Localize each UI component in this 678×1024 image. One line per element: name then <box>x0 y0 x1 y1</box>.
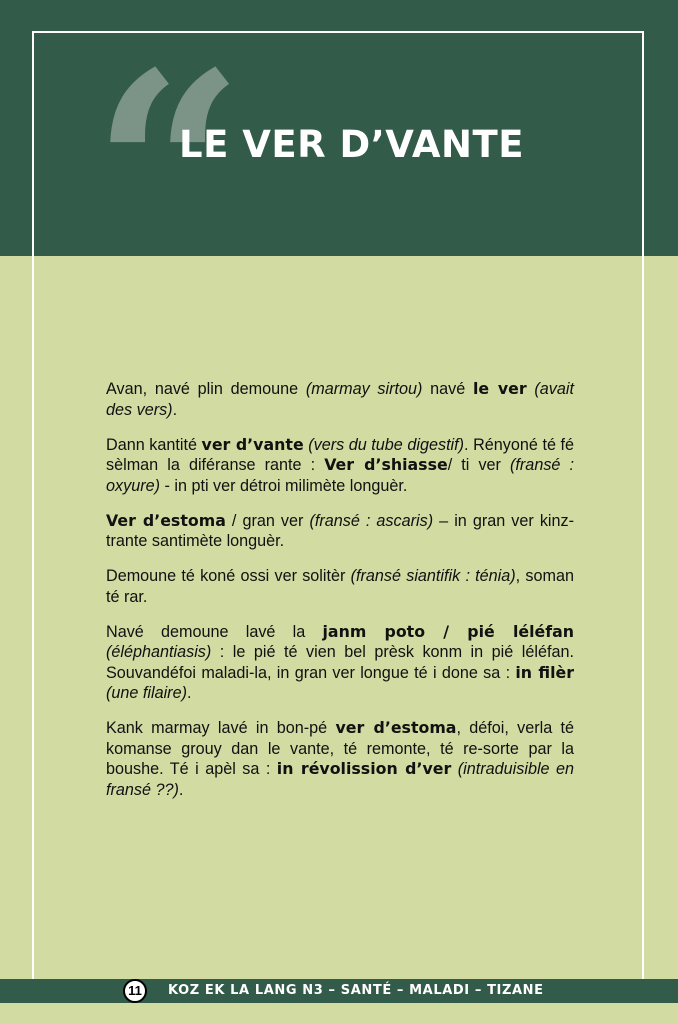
text-run-italic: (éléphantiasis) <box>106 643 212 661</box>
page-title: LE VER D’VANTE <box>179 123 525 166</box>
quote-mark-icon: “ <box>92 15 227 326</box>
text-run: Navé demoune lavé la <box>106 622 323 641</box>
text-run-bold: ver d’estoma <box>335 718 457 737</box>
text-run-bold: in révolission d’ver <box>276 759 452 778</box>
text-run-bold: le ver <box>472 379 527 398</box>
running-title: KOZ EK LA LANG N3 – SANTÉ – MALADI – TIZANE <box>168 983 544 998</box>
text-run-italic: (marmay sirtou) <box>305 380 423 398</box>
text-run-bold: janm poto / pié léléfan <box>322 621 574 641</box>
text-run: . <box>172 400 178 419</box>
text-run: - in pti ver détroi milimète longuèr. <box>159 476 408 495</box>
text-run-italic: (avait des vers) <box>106 380 574 419</box>
text-run-italic: (fransé siantifik : ténia) <box>350 567 516 585</box>
text-run: . Rényoné té fé sèlman la diféranse rante : <box>106 435 575 474</box>
text-run: . <box>178 780 184 799</box>
text-run: navé <box>422 380 473 398</box>
article-body <box>106 379 574 815</box>
text-run-italic: (une filaire) <box>106 684 187 702</box>
paragraph-4 <box>106 566 574 607</box>
text-run: Demoune té koné ossi ver solitèr <box>106 567 351 585</box>
text-run: / gran ver <box>225 511 310 530</box>
paragraph-6 <box>106 718 574 800</box>
text-run-italic: (fransé : ascaris) <box>309 511 434 530</box>
text-run: Dann kantité <box>106 435 202 454</box>
text-run: – in gran ver kinz-trante santimète longuèr. <box>106 511 574 550</box>
text-run: , soman té rar. <box>106 567 574 606</box>
text-run: . <box>186 684 192 702</box>
paragraph-3 <box>106 511 574 552</box>
text-run: Avan, navé plin demoune <box>106 380 306 398</box>
text-run: , défoi, verla té komanse grouy dan le vante, té remonte, té re-sorte par la boushe. Té i apèl sa : <box>106 719 574 778</box>
text-run: / ti ver <box>447 456 511 474</box>
paragraph-1 <box>106 379 574 420</box>
text-run-italic: (vers du tube digestif) <box>308 435 465 454</box>
paragraph-5 <box>106 622 574 704</box>
text-run-bold: Ver d’estoma <box>106 510 226 530</box>
text-run-italic: (intraduisible en fransé ??) <box>106 760 575 799</box>
text-run: : le pié té vien bel prèsk konm in pié léléfan. Souvandéfoi maladi-la, in gran ver longue té i done sa : <box>106 643 574 682</box>
text-run-italic: (fransé : oxyure) <box>106 456 574 495</box>
text-run-bold: ver d’vante <box>201 434 304 454</box>
text-run: Kank marmay lavé in bon-pé <box>106 719 336 737</box>
paragraph-2 <box>106 435 574 497</box>
page-number-badge: 11 <box>123 979 147 1003</box>
text-run-bold: in filèr <box>515 662 574 682</box>
text-run-bold: Ver d’shiasse <box>324 455 448 474</box>
